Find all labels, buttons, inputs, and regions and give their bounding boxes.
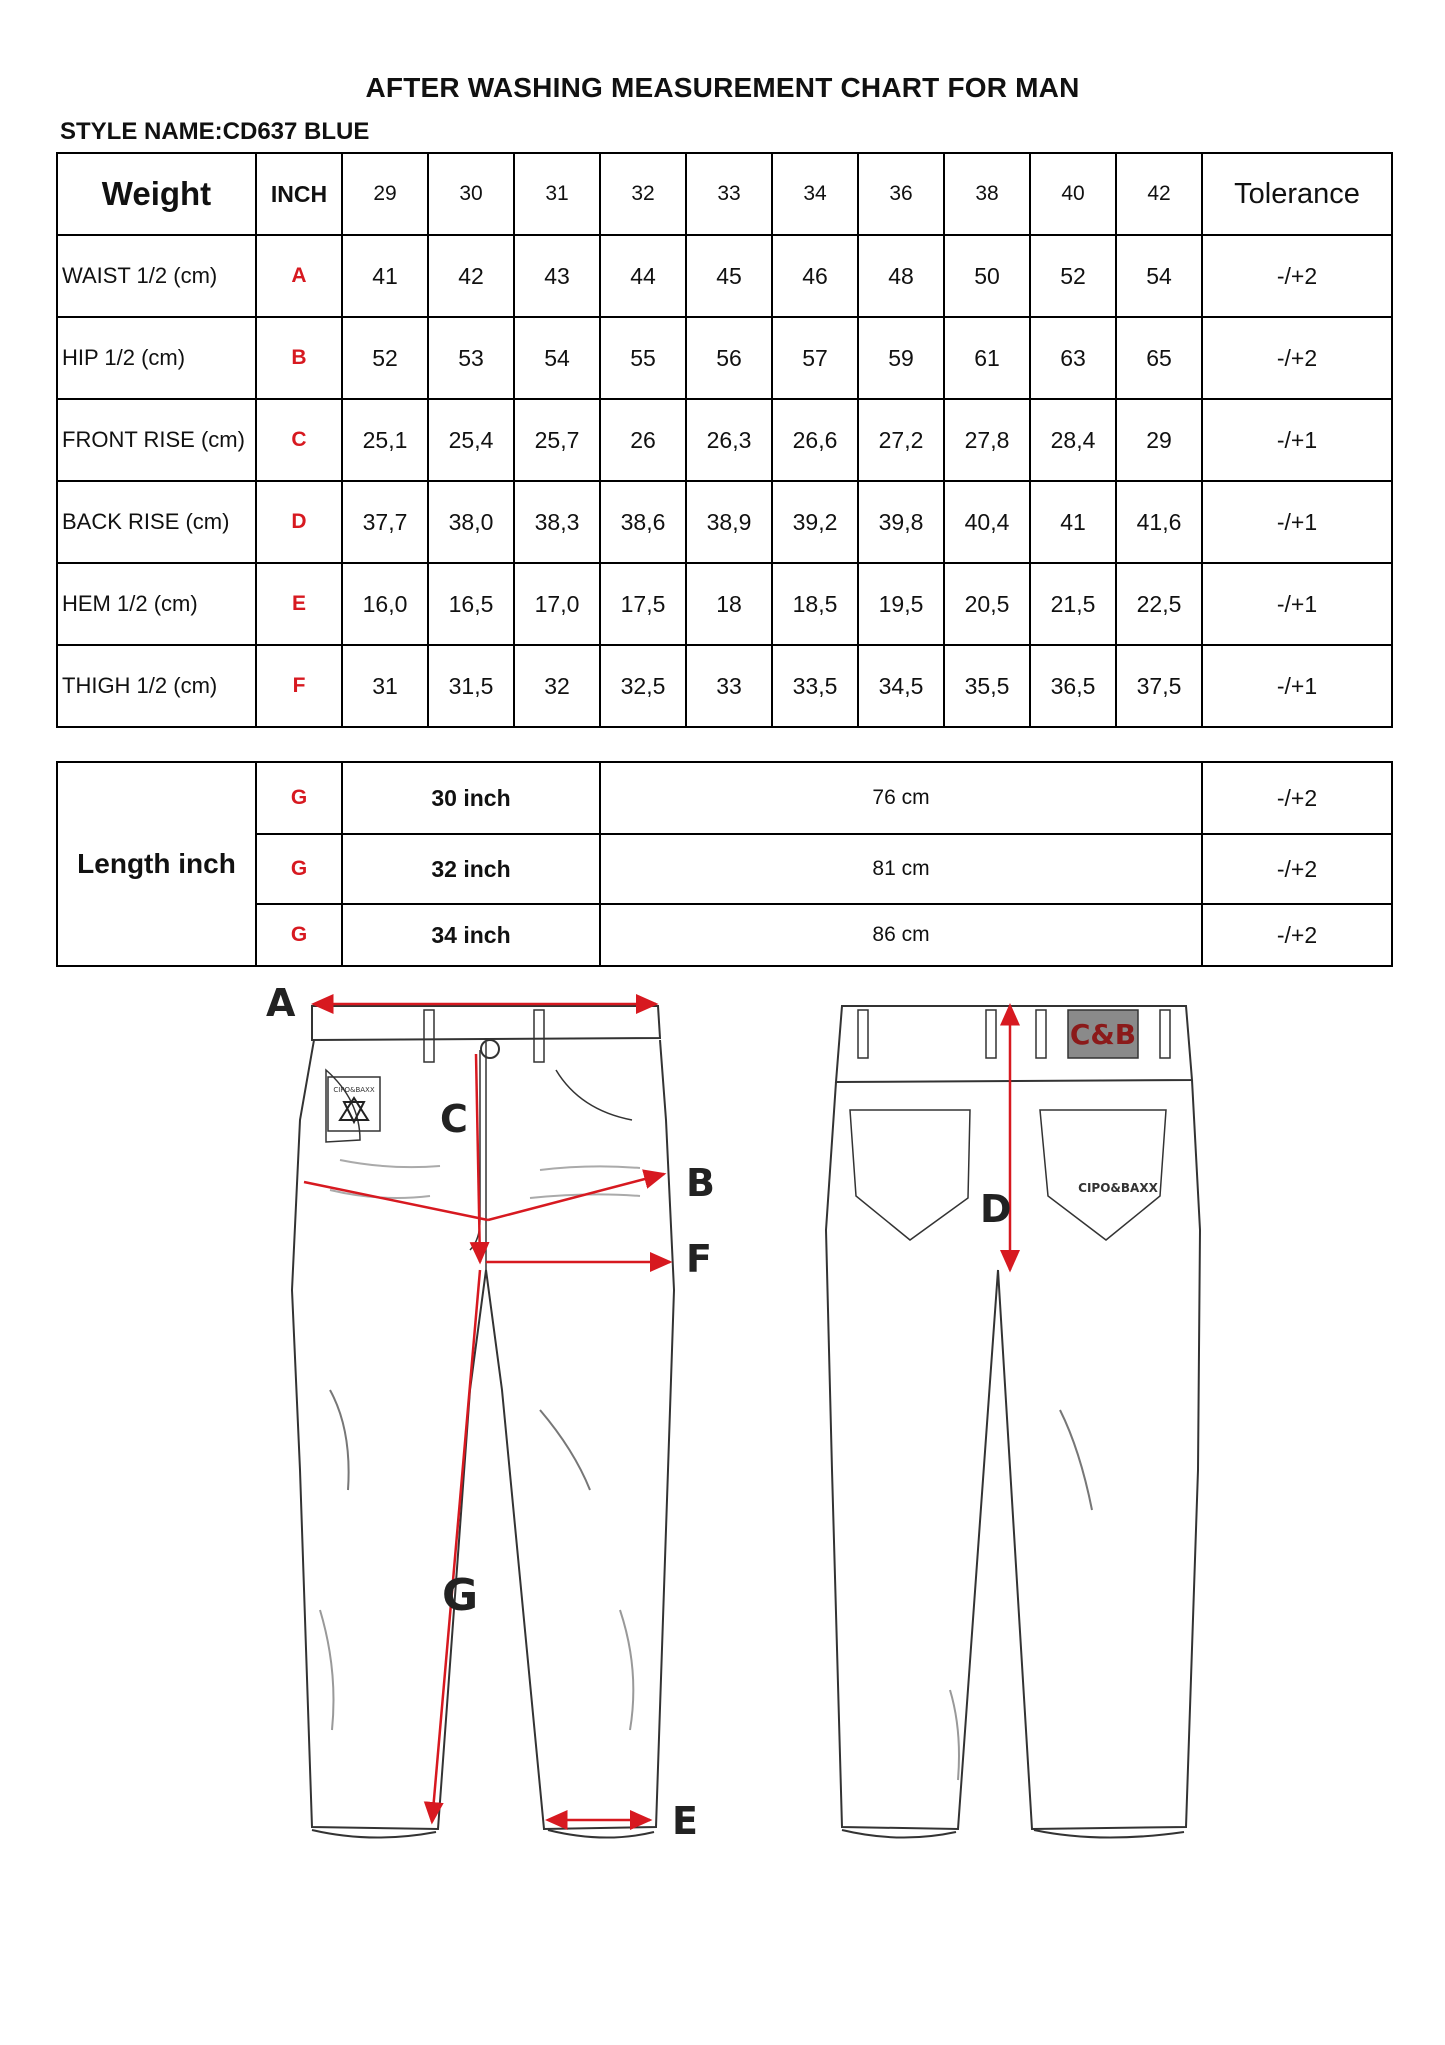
row-label: BACK RISE (cm) — [57, 481, 256, 563]
table-cell: 28,4 — [1030, 399, 1116, 481]
row-tolerance: -/+2 — [1202, 904, 1392, 966]
table-cell: 32 — [514, 645, 600, 727]
measure-line-g — [432, 1270, 480, 1822]
measure-line-b-right — [488, 1174, 664, 1220]
table-cell: 41 — [342, 235, 428, 317]
row-label: HIP 1/2 (cm) — [57, 317, 256, 399]
header-size: 33 — [686, 153, 772, 235]
header-size: 36 — [858, 153, 944, 235]
row-tolerance: -/+1 — [1202, 563, 1392, 645]
table-cell: 26 — [600, 399, 686, 481]
table-cell: 40,4 — [944, 481, 1030, 563]
measurement-table — [56, 152, 1393, 728]
table-cell: 41 — [1030, 481, 1116, 563]
back-pocket-brand: CIPO&BAXX — [1078, 1181, 1158, 1195]
row-code: D — [256, 481, 342, 563]
table-row — [57, 762, 1392, 834]
label-d: D — [980, 1187, 1012, 1231]
table-cell: 55 — [600, 317, 686, 399]
table-cell: 18,5 — [772, 563, 858, 645]
header-size: 42 — [1116, 153, 1202, 235]
table-cell: 38,3 — [514, 481, 600, 563]
header-size: 32 — [600, 153, 686, 235]
header-inch: INCH — [256, 153, 342, 235]
style-name: STYLE NAME:CD637 BLUE — [60, 118, 370, 145]
table-cell: 37,5 — [1116, 645, 1202, 727]
row-code: G — [256, 762, 342, 834]
label-b: B — [686, 1161, 715, 1205]
row-tolerance: -/+1 — [1202, 399, 1392, 481]
table-cell: 25,7 — [514, 399, 600, 481]
table-cell: 63 — [1030, 317, 1116, 399]
table-cell: 17,0 — [514, 563, 600, 645]
table-cell: 18 — [686, 563, 772, 645]
table-cell: 45 — [686, 235, 772, 317]
row-tolerance: -/+2 — [1202, 235, 1392, 317]
measure-line-b-left — [304, 1182, 488, 1220]
table-cell: 44 — [600, 235, 686, 317]
row-tolerance: -/+2 — [1202, 762, 1392, 834]
length-inch: 32 inch — [342, 834, 600, 904]
row-label: THIGH 1/2 (cm) — [57, 645, 256, 727]
table-cell: 27,8 — [944, 399, 1030, 481]
length-cm: 86 cm — [600, 904, 1202, 966]
table-cell: 26,6 — [772, 399, 858, 481]
table-cell: 26,3 — [686, 399, 772, 481]
table-row — [57, 563, 1392, 645]
row-code: B — [256, 317, 342, 399]
table-cell: 38,9 — [686, 481, 772, 563]
header-size: 29 — [342, 153, 428, 235]
table-cell: 56 — [686, 317, 772, 399]
label-f: F — [686, 1237, 712, 1281]
label-c: C — [440, 1097, 468, 1141]
length-inch: 30 inch — [342, 762, 600, 834]
table-cell: 37,7 — [342, 481, 428, 563]
table-row — [57, 834, 1392, 904]
table-cell: 57 — [772, 317, 858, 399]
table-cell: 38,6 — [600, 481, 686, 563]
header-size: 31 — [514, 153, 600, 235]
table-cell: 61 — [944, 317, 1030, 399]
header-tolerance: Tolerance — [1202, 153, 1392, 235]
table-header-row — [57, 153, 1392, 235]
header-size: 38 — [944, 153, 1030, 235]
row-code: G — [256, 834, 342, 904]
table-cell: 31,5 — [428, 645, 514, 727]
table-cell: 52 — [1030, 235, 1116, 317]
table-row — [57, 235, 1392, 317]
table-cell: 65 — [1116, 317, 1202, 399]
label-g: G — [442, 1570, 479, 1621]
table-cell: 31 — [342, 645, 428, 727]
table-cell: 39,2 — [772, 481, 858, 563]
table-cell: 53 — [428, 317, 514, 399]
row-label: WAIST 1/2 (cm) — [57, 235, 256, 317]
table-cell: 48 — [858, 235, 944, 317]
row-code: G — [256, 904, 342, 966]
table-cell: 29 — [1116, 399, 1202, 481]
front-button — [481, 1040, 499, 1058]
table-cell: 25,4 — [428, 399, 514, 481]
header-size: 34 — [772, 153, 858, 235]
table-cell: 39,8 — [858, 481, 944, 563]
row-code: A — [256, 235, 342, 317]
label-a: A — [266, 981, 296, 1025]
table-cell: 54 — [1116, 235, 1202, 317]
table-row — [57, 904, 1392, 966]
back-brand-patch-text: C&B — [1069, 1018, 1137, 1051]
table-row — [57, 317, 1392, 399]
header-size: 30 — [428, 153, 514, 235]
row-tolerance: -/+2 — [1202, 834, 1392, 904]
front-patch-text: CIPO&BAXX — [333, 1086, 375, 1094]
table-row — [57, 481, 1392, 563]
table-cell: 32,5 — [600, 645, 686, 727]
row-label: FRONT RISE (cm) — [57, 399, 256, 481]
row-code: E — [256, 563, 342, 645]
table-cell: 27,2 — [858, 399, 944, 481]
table-cell: 21,5 — [1030, 563, 1116, 645]
table-cell: 50 — [944, 235, 1030, 317]
table-cell: 38,0 — [428, 481, 514, 563]
table-cell: 17,5 — [600, 563, 686, 645]
table-cell: 52 — [342, 317, 428, 399]
table-cell: 36,5 — [1030, 645, 1116, 727]
chart-title: AFTER WASHING MEASUREMENT CHART FOR MAN — [365, 72, 1080, 103]
table-cell: 16,5 — [428, 563, 514, 645]
table-cell: 42 — [428, 235, 514, 317]
table-cell: 34,5 — [858, 645, 944, 727]
table-cell: 46 — [772, 235, 858, 317]
table-cell: 35,5 — [944, 645, 1030, 727]
jeans-technical-drawing — [0, 970, 1445, 1870]
back-jeans-outline — [826, 1006, 1200, 1838]
table-row — [57, 645, 1392, 727]
header-weight: Weight — [57, 153, 256, 235]
header-size: 40 — [1030, 153, 1116, 235]
table-cell: 19,5 — [858, 563, 944, 645]
table-cell: 25,1 — [342, 399, 428, 481]
table-cell: 22,5 — [1116, 563, 1202, 645]
row-code: C — [256, 399, 342, 481]
row-code: F — [256, 645, 342, 727]
table-cell: 16,0 — [342, 563, 428, 645]
table-cell: 41,6 — [1116, 481, 1202, 563]
length-cm: 81 cm — [600, 834, 1202, 904]
table-cell: 59 — [858, 317, 944, 399]
table-cell: 54 — [514, 317, 600, 399]
table-cell: 20,5 — [944, 563, 1030, 645]
length-cm: 76 cm — [600, 762, 1202, 834]
length-inch: 34 inch — [342, 904, 600, 966]
row-label: HEM 1/2 (cm) — [57, 563, 256, 645]
row-tolerance: -/+1 — [1202, 481, 1392, 563]
table-cell: 33 — [686, 645, 772, 727]
table-cell: 33,5 — [772, 645, 858, 727]
length-label: Length inch — [57, 762, 256, 966]
row-tolerance: -/+2 — [1202, 317, 1392, 399]
length-table — [56, 761, 1393, 967]
table-row — [57, 399, 1392, 481]
label-e: E — [672, 1799, 698, 1843]
row-tolerance: -/+1 — [1202, 645, 1392, 727]
table-cell: 43 — [514, 235, 600, 317]
